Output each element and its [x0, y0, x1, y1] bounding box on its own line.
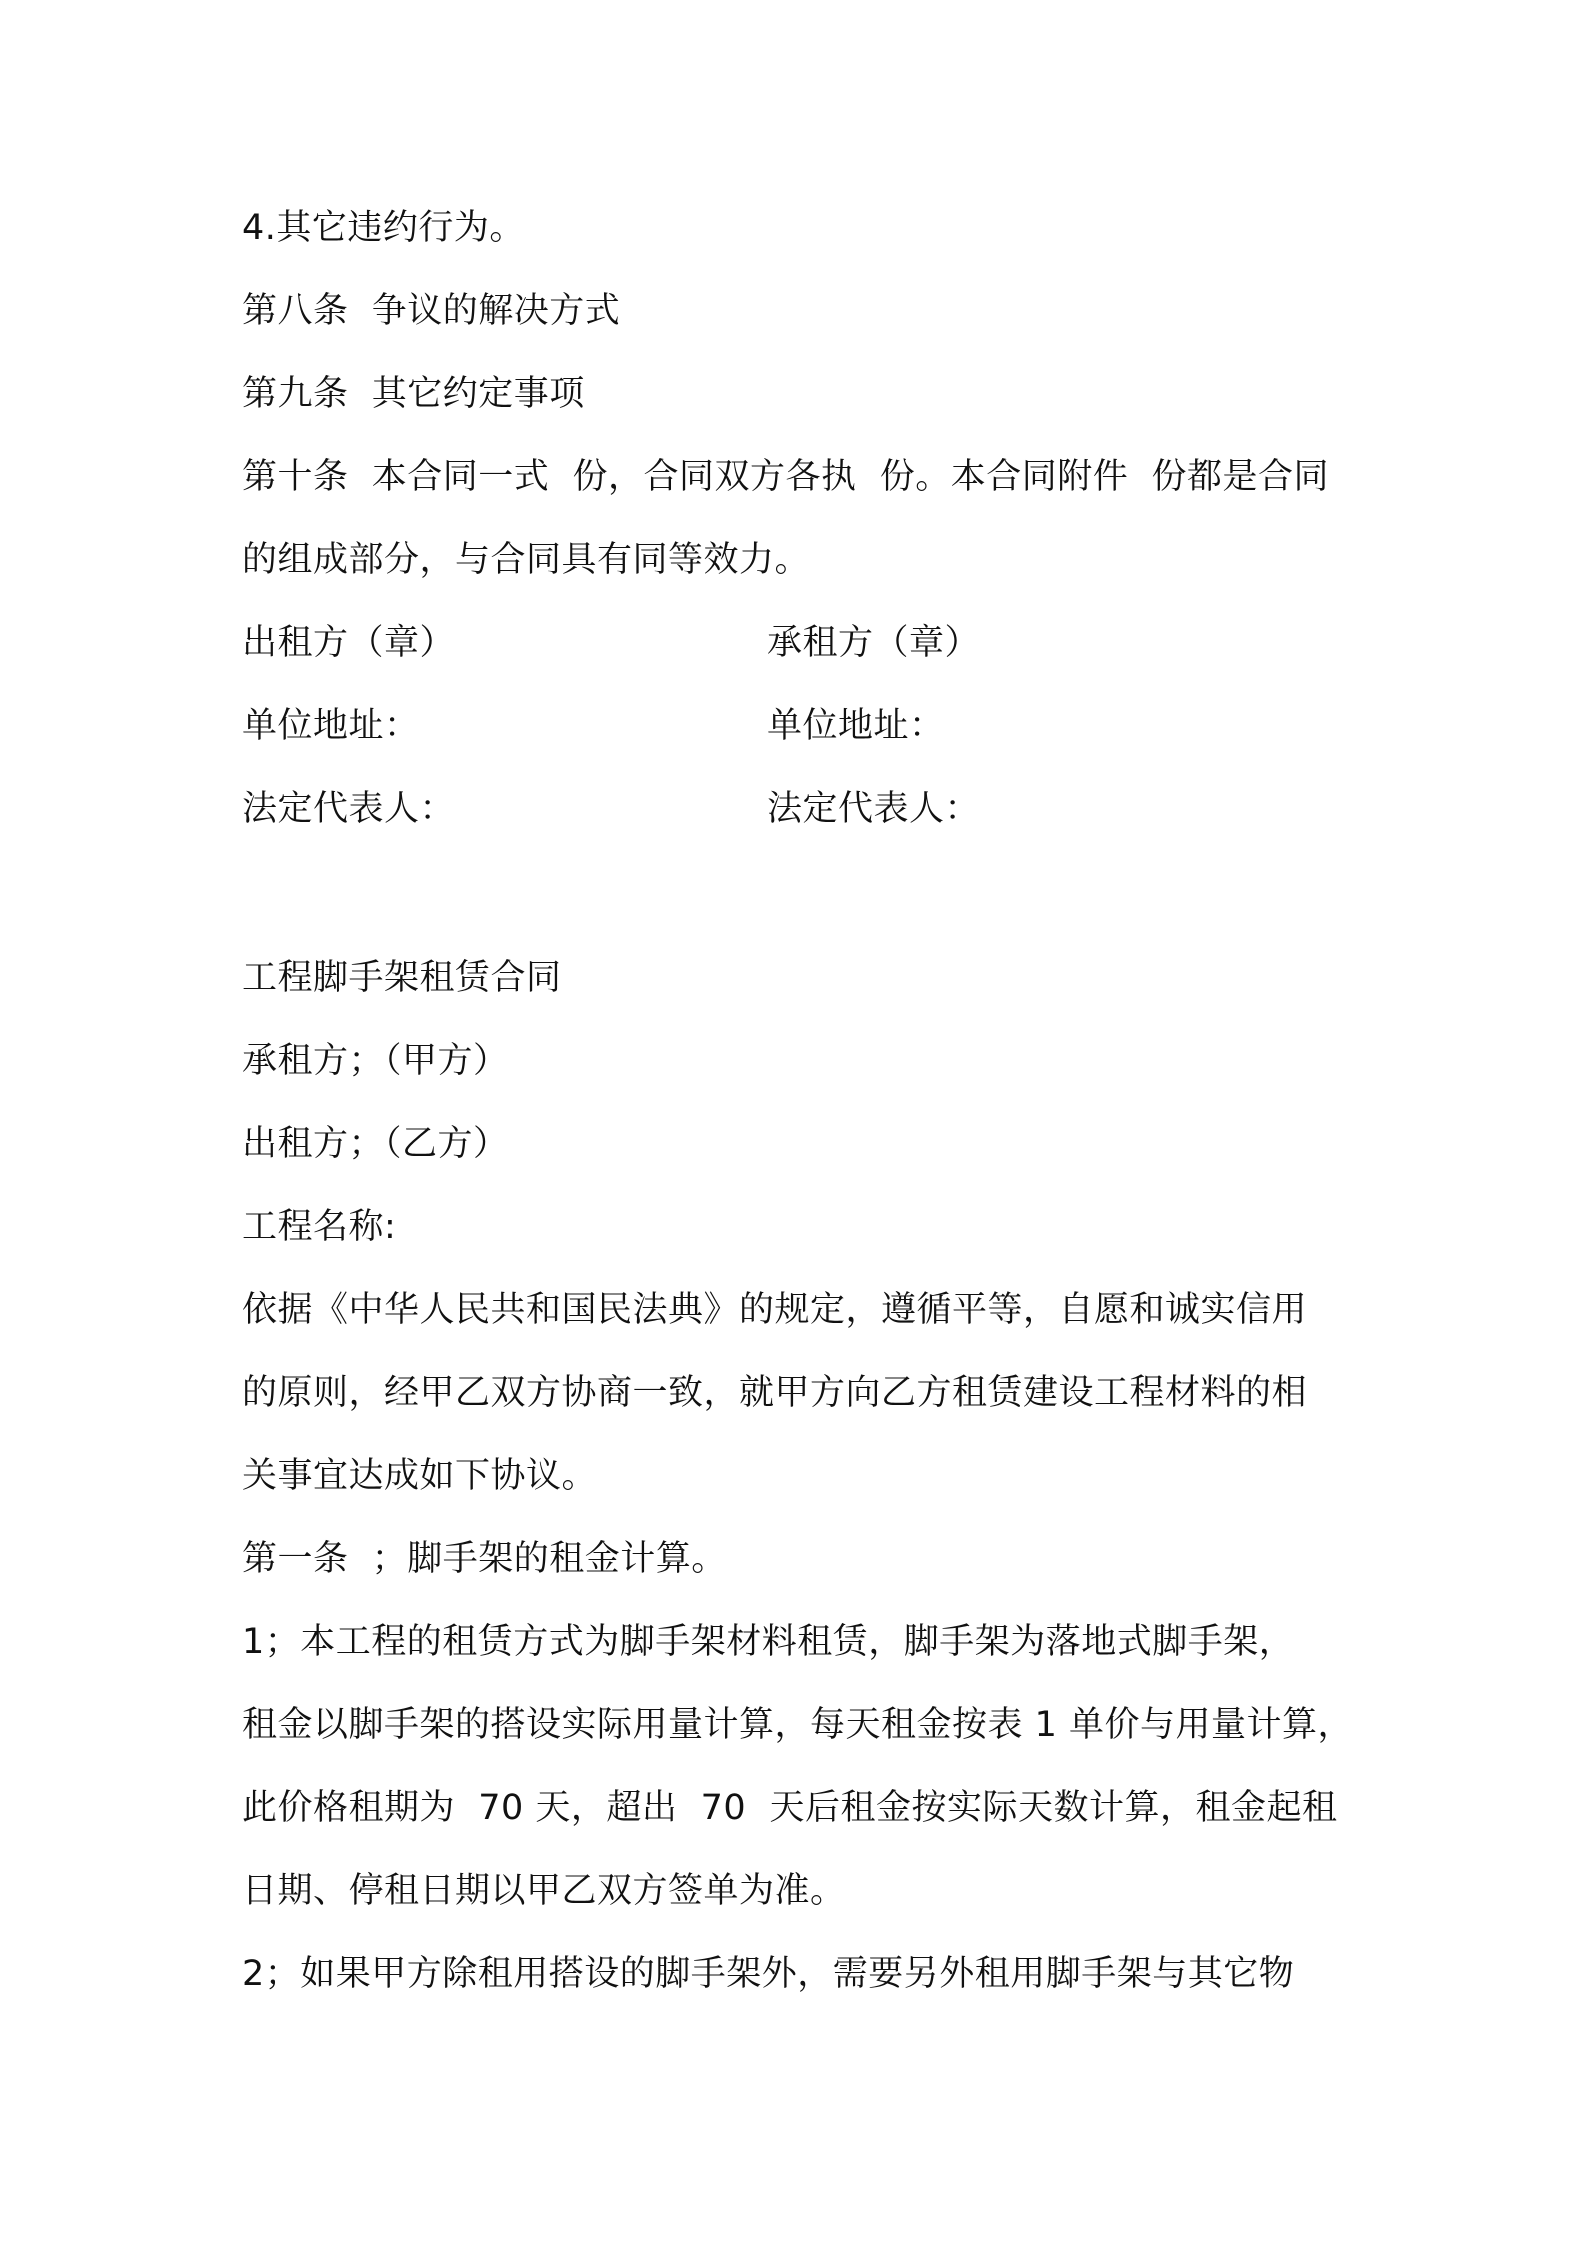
article-10-line-2: 的组成部分，与合同具有同等效力。 [242, 540, 811, 580]
intro-line-2: 的原则，经甲乙双方协商一致，就甲方向乙方租赁建设工程材料的相 [242, 1373, 1308, 1413]
lessee-address-label: 单位地址： [767, 706, 945, 746]
lessor-seal-label: 出租方（章） [242, 623, 456, 663]
clause-1-line-3: 此价格租期为 70 天，超出 70 天后租金按实际天数计算，租金起租 [242, 1788, 1338, 1828]
intro-line-3: 关事宜达成如下协议。 [242, 1456, 598, 1496]
article-8: 第八条 争议的解决方式 [242, 291, 621, 331]
lessee-representative-label: 法定代表人： [767, 789, 981, 829]
lessor-representative-label: 法定代表人： [242, 789, 456, 829]
article-10-line-1: 第十条 本合同一式 份，合同双方各执 份。本合同附件 份都是合同 [242, 457, 1330, 497]
lessee-seal-label: 承租方（章） [767, 623, 981, 663]
clause-1-line-2: 租金以脚手架的搭设实际用量计算，每天租金按表 1 单价与用量计算， [242, 1705, 1354, 1745]
project-name-line: 工程名称: [242, 1207, 397, 1247]
clause-item-4: 4.其它违约行为。 [242, 208, 525, 248]
contract-title: 工程脚手架租赁合同 [242, 958, 562, 998]
article-1-title: 第一条 ；脚手架的租金计算。 [242, 1539, 727, 1579]
article-9: 第九条 其它约定事项 [242, 374, 585, 414]
lessor-address-label: 单位地址： [242, 706, 420, 746]
clause-1-line-4: 日期、停租日期以甲乙双方签单为准。 [242, 1871, 846, 1911]
clause-1-line-1: 1；本工程的租赁方式为脚手架材料租赁，脚手架为落地式脚手架， [242, 1622, 1295, 1662]
intro-line-1: 依据《中华人民共和国民法典》的规定，遵循平等，自愿和诚实信用 [242, 1290, 1308, 1330]
clause-2-line-1: 2；如果甲方除租用搭设的脚手架外，需要另外租用脚手架与其它物 [242, 1954, 1295, 1994]
party-b-line: 出租方；（乙方） [242, 1124, 509, 1164]
party-a-line: 承租方；（甲方） [242, 1041, 509, 1081]
